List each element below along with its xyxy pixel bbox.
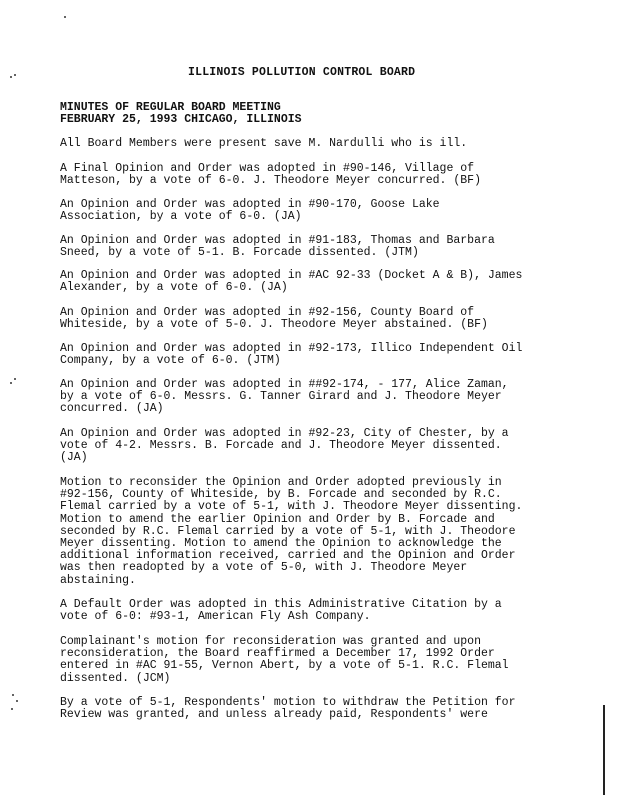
minutes-header-line1: MINUTES OF REGULAR BOARD MEETING — [60, 101, 281, 114]
text-line: was then readopted by a vote of 5-0, with J. Theodore Meyer — [60, 561, 468, 575]
text-line: An Opinion and Order was adopted in ##92-174, - 177, Alice Zaman, — [60, 378, 509, 391]
paragraph-default-order — [60, 599, 534, 623]
text-line: Complainant's motion for reconsideration was granted and upon — [60, 635, 481, 648]
paragraph-motion-reconsider — [60, 477, 534, 587]
text-line: entered in #AC 91-55, Vernon Abert, by a vote of 5-1. R.C. Flemal — [60, 659, 509, 673]
text-line: concurred. (JA) — [60, 402, 164, 416]
text-line: Review was granted, and unless already paid, Respondents' were — [60, 708, 488, 722]
paragraph-withdraw-petition — [60, 697, 534, 721]
text-line: A Final Opinion and Order was adopted in #90-146, Village of — [60, 162, 475, 175]
scan-speck — [16, 700, 18, 702]
text-line: additional information received, carried and the Opinion and Order — [60, 549, 516, 563]
text-line: by a vote of 6-0. Messrs. G. Tanner Girard and J. Theodore Meyer — [60, 390, 502, 404]
paragraph-91-183 — [60, 235, 534, 259]
text-line: Motion to reconsider the Opinion and Order adopted previously in — [60, 476, 502, 489]
text-line: An Opinion and Order was adopted in #92-156, County Board of — [60, 306, 475, 319]
text-line: All Board Members were present save M. Nardulli who is ill. — [60, 137, 468, 150]
minutes-header-line2: FEBRUARY 25, 1993 CHICAGO, ILLINOIS — [60, 113, 302, 126]
paragraph-92-23 — [60, 428, 534, 465]
scan-speck — [10, 382, 12, 384]
text-line: Sneed, by a vote of 5-1. B. Forcade dissented. (JTM) — [60, 246, 419, 260]
text-line: (JA) — [60, 451, 88, 465]
paragraph-attendance — [60, 138, 534, 150]
paragraph-92-174 — [60, 379, 534, 416]
text-line: Alexander, by a vote of 6-0. (JA) — [60, 281, 288, 295]
text-line: Matteson, by a vote of 6-0. J. Theodore Meyer concurred. (BF) — [60, 174, 481, 188]
text-line: An Opinion and Order was adopted in #AC 92-33 (Docket A & B), James — [60, 269, 523, 282]
text-line: An Opinion and Order was adopted in #91-183, Thomas and Barbara — [60, 234, 495, 247]
text-line: An Opinion and Order was adopted in #92-23, City of Chester, by a — [60, 427, 509, 440]
scan-speck — [12, 694, 14, 696]
text-line: reconsideration, the Board reaffirmed a December 17, 1992 Order — [60, 647, 495, 661]
paragraph-ac-91-55 — [60, 636, 534, 685]
text-line: Company, by a vote of 6-0. (JTM) — [60, 354, 281, 368]
scan-speck — [14, 74, 16, 76]
text-line: Meyer dissenting. Motion to amend the Opinion to acknowledge the — [60, 537, 502, 551]
text-line: A Default Order was adopted in this Administrative Citation by a — [60, 598, 502, 611]
scan-edge-line — [603, 705, 605, 795]
text-line: Flemal carried by a vote of 5-1, with J. Theodore Meyer dissenting. — [60, 500, 523, 514]
paragraph-90-170 — [60, 199, 534, 223]
scan-speck — [14, 378, 16, 380]
scan-speck — [11, 708, 13, 710]
scan-speck — [64, 16, 66, 18]
paragraph-90-146 — [60, 163, 534, 187]
text-line: vote of 6-0: #93-1, American Fly Ash Company. — [60, 610, 371, 624]
paragraph-92-156 — [60, 307, 534, 331]
document-title: ILLINOIS POLLUTION CONTROL BOARD — [188, 66, 416, 79]
text-line: Association, by a vote of 6-0. (JA) — [60, 210, 302, 224]
text-line: #92-156, County of Whiteside, by B. Forcade and seconded by R.C. — [60, 488, 502, 502]
text-line: dissented. (JCM) — [60, 671, 171, 685]
text-line: By a vote of 5-1, Respondents' motion to withdraw the Petition for — [60, 696, 516, 709]
text-line: vote of 4-2. Messrs. B. Forcade and J. Theodore Meyer dissented. — [60, 439, 502, 453]
text-line: An Opinion and Order was adopted in #90-170, Goose Lake — [60, 198, 440, 211]
text-line: An Opinion and Order was adopted in #92-173, Illico Independent Oil — [60, 342, 523, 355]
text-line: Motion to amend the earlier Opinion and Order by B. Forcade and — [60, 512, 495, 526]
paragraph-92-173 — [60, 343, 534, 367]
scan-speck — [10, 76, 12, 78]
paragraph-ac-92-33 — [60, 270, 534, 294]
text-line: Whiteside, by a vote of 5-0. J. Theodore Meyer abstained. (BF) — [60, 318, 488, 332]
text-line: abstaining. — [60, 573, 136, 587]
text-line: seconded by R.C. Flemal carried by a vote of 5-1, with J. Theodore — [60, 524, 516, 538]
